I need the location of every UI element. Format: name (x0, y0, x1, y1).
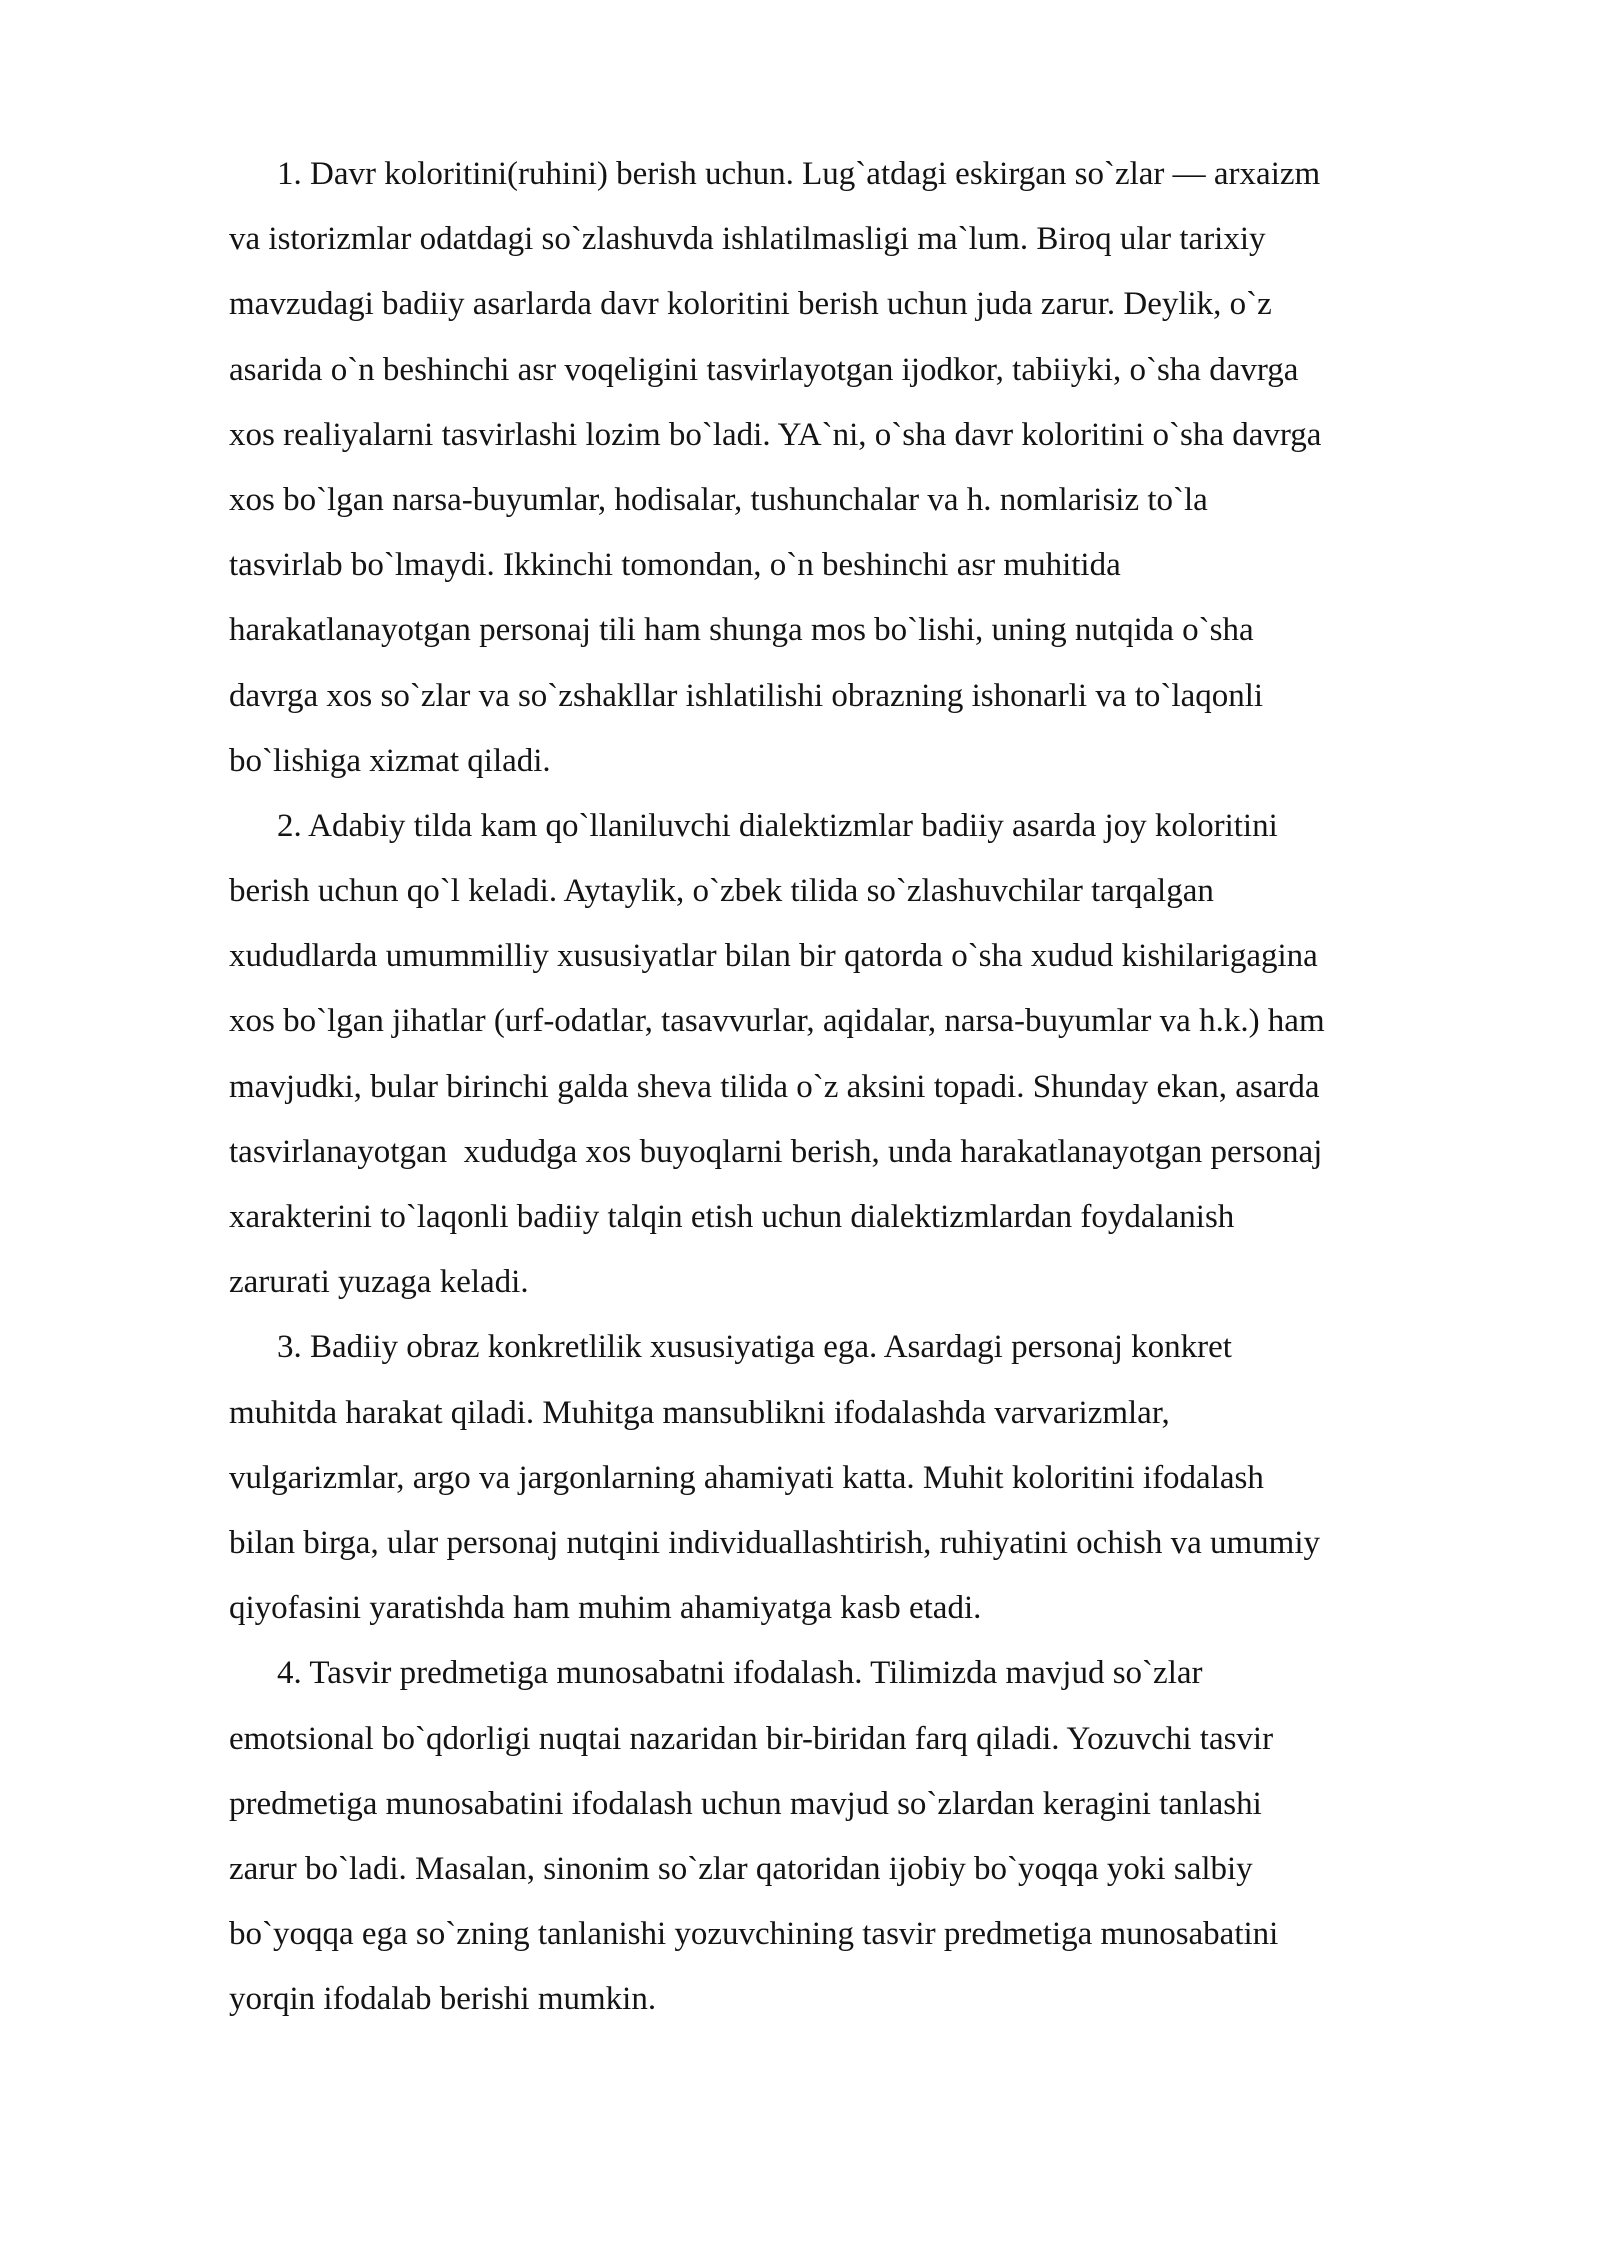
text-line: 4. Tasvir predmetiga munosabatni ifodalash. Tilimizda mavjud so`zlar (277, 1655, 1203, 1692)
text-line: davrga xos so`zlar va so`zshakllar ishlatilishi obrazning ishonarli va to`laqonli (229, 677, 1264, 714)
paragraph-1 (229, 142, 1529, 794)
text-line: bo`lishiga xizmat qiladi. (229, 742, 551, 779)
text-line: xududlarda umummilliy xususiyatlar bilan bir qatorda o`sha xudud kishilarigagina (229, 938, 1318, 975)
text-line: predmetiga munosabatini ifodalash uchun mavjud so`zlardan keragini tanlashi (229, 1785, 1262, 1822)
text-line: muhitda harakat qiladi. Muhitga mansublikni ifodalashda varvarizmlar, (229, 1394, 1170, 1431)
text-line: xos bo`lgan jihatlar (urf-odatlar, tasavvurlar, aqidalar, narsa-buyumlar va h.k.) ham (229, 1003, 1325, 1040)
text-line: bo`yoqqa ega so`zning tanlanishi yozuvchining tasvir predmetiga munosabatini (229, 1916, 1279, 1953)
paragraph-2 (229, 794, 1529, 1316)
text-line: qiyofasini yaratishda ham muhim ahamiyatga kasb etadi. (229, 1590, 982, 1627)
text-line: xos realiyalarni tasvirlashi lozim bo`ladi. YA`ni, o`sha davr koloritini o`sha davrga (229, 416, 1322, 453)
text-line: yorqin ifodalab berishi mumkin. (229, 1981, 657, 2018)
text-line: bilan birga, ular personaj nutqini individuallashtirish, ruhiyatini ochish va umumiy (229, 1524, 1320, 1561)
paragraph-4 (229, 1641, 1529, 2032)
text-line: tasvirlab bo`lmaydi. Ikkinchi tomondan, o`n beshinchi asr muhitida (229, 547, 1121, 584)
text-line: mavjudki, bular birinchi galda sheva tilida o`z aksini topadi. Shunday ekan, asarda (229, 1068, 1320, 1105)
paragraph-3 (229, 1315, 1529, 1641)
text-line: xos bo`lgan narsa-buyumlar, hodisalar, tushunchalar va h. nomlarisiz to`la (229, 481, 1208, 518)
document-body (229, 142, 1529, 2032)
text-line: tasvirlanayotgan xududga xos buyoqlarni berish, unda harakatlanayotgan personaj (229, 1133, 1323, 1170)
text-line: 1. Davr koloritini(ruhini) berish uchun. Lug`atdagi eskirgan so`zlar — arxaizm (277, 156, 1321, 192)
text-line: vulgarizmlar, argo va jargonlarning ahamiyati katta. Muhit koloritini ifodalash (229, 1459, 1264, 1496)
text-line: emotsional bo`qdorligi nuqtai nazaridan bir-biridan farq qiladi. Yozuvchi tasvir (229, 1720, 1274, 1757)
text-line: mavzudagi badiiy asarlarda davr koloritini berish uchun juda zarur. Deylik, o`z (229, 286, 1272, 323)
text-line: asarida o`n beshinchi asr voqeligini tasvirlayotgan ijodkor, tabiiyki, o`sha davrga (229, 351, 1299, 388)
text-line: va istorizmlar odatdagi so`zlashuvda ishlatilmasligi ma`lum. Biroq ular tarixiy (229, 221, 1266, 258)
text-line: berish uchun qo`l keladi. Aytaylik, o`zbek tilida so`zlashuvchilar tarqalgan (229, 873, 1214, 910)
text-line: 2. Adabiy tilda kam qo`llaniluvchi dialektizmlar badiiy asarda joy koloritini (277, 807, 1278, 844)
text-line: xarakterini to`laqonli badiiy talqin etish uchun dialektizmlardan foydalanish (229, 1199, 1235, 1235)
text-line: harakatlanayotgan personaj tili ham shunga mos bo`lishi, uning nutqida o`sha (229, 612, 1254, 649)
text-line: zarurati yuzaga keladi. (229, 1264, 529, 1301)
text-line: zarur bo`ladi. Masalan, sinonim so`zlar qatoridan ijobiy bo`yoqqa yoki salbiy (229, 1850, 1253, 1887)
text-line: 3. Badiiy obraz konkretlilik xususiyatiga ega. Asardagi personaj konkret (277, 1329, 1232, 1366)
